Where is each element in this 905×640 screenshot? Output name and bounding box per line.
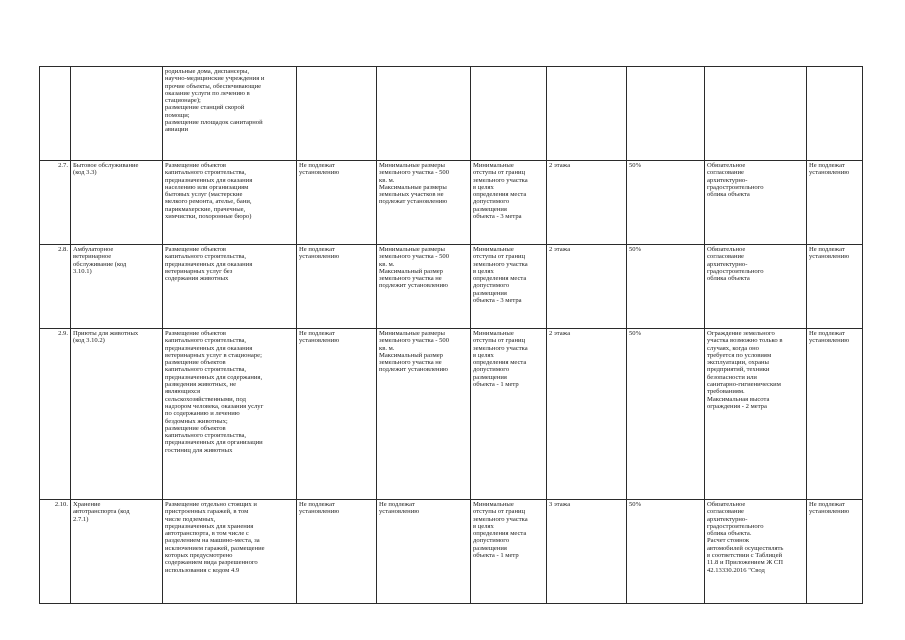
setbacks: Минимальные отступы от границ земельного участка в целях определения места допустимого размещения объекта - 3 метра (471, 245, 547, 329)
row-number: 2.10. (40, 500, 71, 604)
max-coverage: 50% (627, 329, 705, 500)
row-number: 2.8. (40, 245, 71, 329)
setbacks: Минимальные отступы от границ земельного участка в целях определения места допустимого размещения объекта - 3 метра (471, 161, 547, 245)
row-number: 2.9. (40, 329, 71, 500)
permitted-use-description: родильные дома, диспансеры, научно-медицинские учреждения и прочие объекты, обеспечивающие оказание услуги по лечению в стационаре); размещение станций скорой помощи; размещение площадок санитарной авиации (163, 67, 297, 161)
restrictions: Обязательное согласование архитектурно- градостроительного облика объекта (705, 161, 807, 245)
permitted-use-description: Размещение объектов капитального строительства, предназначенных для оказания ветеринарных услуг без содержания животных (163, 245, 297, 329)
table-row (40, 161, 863, 245)
restrictions: Ограждение земельного участка возможно только в случаях, когда оно требуется по условиям эксплуатации, охраны предприятий, техники безопасности или санитарно-гигиеническим требованиям. Максимальная высота ограждения - 2 метра (705, 329, 807, 500)
table-row (40, 67, 863, 161)
row-number: 2.7. (40, 161, 71, 245)
plot-sizes (377, 67, 471, 161)
permitted-use-description: Размещение объектов капитального строительства, предназначенных для оказания ветеринарных услуг в стационаре; размещение объектов капитального строительства, предназначенных для содержания, разведения животных, не являющихся сельскохозяйственными, под надзором человека, оказания услуг по содержанию и лечению бездомных животных; размещение объектов капитального строительства, предназначенных для организации гостиниц для животных (163, 329, 297, 500)
permitted-use-name: Хранение автотранспорта (код 2.7.1) (71, 500, 163, 604)
restrictions (705, 67, 807, 161)
permitted-use-name: Амбулаторное ветеринарное обслуживание (код 3.10.1) (71, 245, 163, 329)
other-parameters: Не подлежат установлению (807, 245, 863, 329)
size-limits (297, 67, 377, 161)
other-parameters (807, 67, 863, 161)
plot-sizes: Минимальные размеры земельного участка - 500 кв. м. Максимальный размер земельного участка не подлежит установлению (377, 329, 471, 500)
other-parameters: Не подлежат установлению (807, 500, 863, 604)
size-limits: Не подлежат установлению (297, 161, 377, 245)
permitted-use-name (71, 67, 163, 161)
permitted-use-name: Приюты для животных (код 3.10.2) (71, 329, 163, 500)
permitted-use-name: Бытовое обслуживание (код 3.3) (71, 161, 163, 245)
max-coverage: 50% (627, 161, 705, 245)
max-coverage: 50% (627, 245, 705, 329)
setbacks: Минимальные отступы от границ земельного участка в целях определения места допустимого размещения объекта - 1 метр (471, 500, 547, 604)
max-coverage (627, 67, 705, 161)
row-number (40, 67, 71, 161)
other-parameters: Не подлежат установлению (807, 329, 863, 500)
plot-sizes: Минимальные размеры земельного участка - 500 кв. м. Максимальные размеры земельных участков не подлежат установлению (377, 161, 471, 245)
plot-sizes: Не подлежат установлению (377, 500, 471, 604)
setbacks: Минимальные отступы от границ земельного участка в целях определения места допустимого размещения объекта - 1 метр (471, 329, 547, 500)
max-floors: 2 этажа (547, 161, 627, 245)
plot-sizes: Минимальные размеры земельного участка - 500 кв. м. Максимальный размер земельного участка не подлежит установлению (377, 245, 471, 329)
permitted-use-description: Размещение отдельно стоящих и пристроенных гаражей, в том числе подземных, предназначенных для хранения автотранспорта, в том числе с разделением на машино-места, за исключением гаражей, размещение которых предусмотрено содержанием вида разрешенного использования с кодом 4.9 (163, 500, 297, 604)
max-coverage: 50% (627, 500, 705, 604)
size-limits: Не подлежат установлению (297, 245, 377, 329)
table-row (40, 245, 863, 329)
table-row (40, 500, 863, 604)
max-floors: 2 этажа (547, 245, 627, 329)
table-row (40, 329, 863, 500)
max-floors: 2 этажа (547, 329, 627, 500)
setbacks (471, 67, 547, 161)
max-floors: 3 этажа (547, 500, 627, 604)
other-parameters: Не подлежат установлению (807, 161, 863, 245)
max-floors (547, 67, 627, 161)
permitted-use-description: Размещение объектов капитального строительства, предназначенных для оказания населению или организациям бытовых услуг (мастерские мелкого ремонта, ателье, бани, парикмахерские, прачечные, химчистки, похоронные бюро) (163, 161, 297, 245)
restrictions: Обязательное согласование архитектурно- градостроительного облика объекта (705, 245, 807, 329)
size-limits: Не подлежат установлению (297, 329, 377, 500)
zoning-regulations-table (39, 66, 863, 604)
size-limits: Не подлежат установлению (297, 500, 377, 604)
restrictions: Обязательное согласование архитектурно- градостроительного облика объекта. Расчет стоянок автомобилей осуществлять в соответствии с Таблицей 11.8 и Приложением Ж СП 42.13330.2016 "Свод (705, 500, 807, 604)
